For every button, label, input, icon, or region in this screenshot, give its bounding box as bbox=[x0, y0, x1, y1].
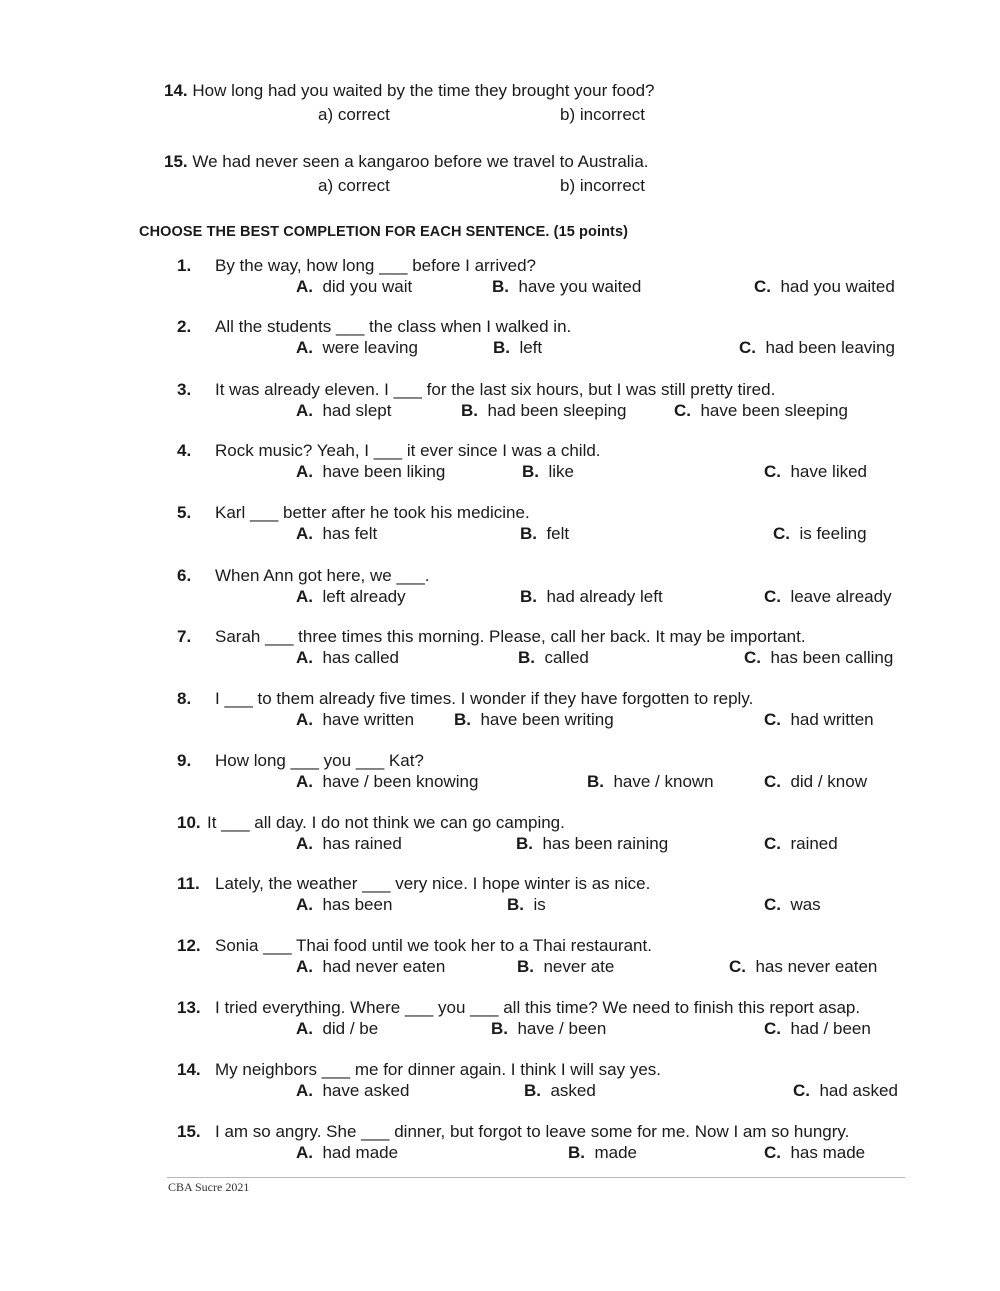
option-label: has made bbox=[790, 1143, 866, 1162]
option-label: have been sleeping bbox=[700, 401, 848, 420]
option-b[interactable] bbox=[493, 338, 542, 358]
option-c[interactable] bbox=[764, 772, 867, 792]
option-label: has rained bbox=[322, 834, 402, 853]
question-text: Karl ___ better after he took his medicine. bbox=[215, 503, 530, 522]
option-a[interactable] bbox=[296, 277, 412, 297]
option-label: had already left bbox=[546, 587, 663, 606]
option-c[interactable] bbox=[729, 957, 877, 977]
option-letter: B. bbox=[522, 462, 539, 481]
question-text: It was already eleven. I ___ for the last six hours, but I was still pretty tired. bbox=[215, 380, 776, 399]
option-b[interactable] bbox=[491, 1019, 606, 1039]
option-label: has never eaten bbox=[755, 957, 878, 976]
option-a[interactable] bbox=[296, 462, 445, 482]
option-c[interactable] bbox=[764, 587, 892, 607]
question-number: 9. bbox=[177, 751, 192, 770]
tf-text: How long had you waited by the time they brought your food? bbox=[192, 81, 655, 100]
option-label: had been sleeping bbox=[487, 401, 627, 420]
question-text: Rock music? Yeah, I ___ it ever since I was a child. bbox=[215, 441, 601, 460]
question-number: 11. bbox=[177, 874, 200, 893]
option-a[interactable] bbox=[296, 710, 414, 730]
option-label: had written bbox=[790, 710, 874, 729]
option-label: have you waited bbox=[518, 277, 642, 296]
option-label: has called bbox=[322, 648, 400, 667]
option-letter: A. bbox=[296, 338, 313, 357]
option-label: have / been bbox=[517, 1019, 607, 1038]
option-b[interactable] bbox=[520, 524, 569, 544]
option-letter: C. bbox=[744, 648, 761, 667]
question-number: 3. bbox=[177, 380, 192, 399]
footer-divider bbox=[167, 1177, 905, 1178]
option-label: made bbox=[594, 1143, 637, 1162]
option-label: has felt bbox=[322, 524, 378, 543]
option-label: left already bbox=[322, 587, 406, 606]
option-label: have / known bbox=[613, 772, 714, 791]
option-a[interactable] bbox=[296, 1081, 409, 1101]
tf-option-b[interactable]: b) incorrect bbox=[560, 105, 646, 124]
question-text: All the students ___ the class when I walked in. bbox=[215, 317, 572, 336]
option-letter: B. bbox=[491, 1019, 508, 1038]
option-letter: B. bbox=[517, 957, 534, 976]
question-number: 15. bbox=[177, 1122, 201, 1141]
option-c[interactable] bbox=[764, 710, 874, 730]
option-letter: C. bbox=[764, 587, 781, 606]
option-label: called bbox=[544, 648, 589, 667]
option-letter: B. bbox=[492, 277, 509, 296]
option-letter: C. bbox=[764, 1019, 781, 1038]
option-a[interactable] bbox=[296, 772, 478, 792]
tf-text: We had never seen a kangaroo before we travel to Australia. bbox=[192, 152, 649, 171]
option-a[interactable] bbox=[296, 401, 391, 421]
option-label: was bbox=[790, 895, 821, 914]
tf-option-b[interactable]: b) incorrect bbox=[560, 176, 646, 195]
option-letter: C. bbox=[739, 338, 756, 357]
option-label: have liked bbox=[790, 462, 868, 481]
option-letter: A. bbox=[296, 462, 313, 481]
option-label: have / been knowing bbox=[322, 772, 479, 791]
option-c[interactable] bbox=[773, 524, 867, 544]
option-c[interactable] bbox=[793, 1081, 898, 1101]
section-heading: CHOOSE THE BEST COMPLETION FOR EACH SENTENCE. (15 points) bbox=[139, 224, 629, 240]
question-number: 14. bbox=[177, 1060, 201, 1079]
question-number: 2. bbox=[177, 317, 192, 336]
option-label: had / been bbox=[790, 1019, 871, 1038]
question-number: 4. bbox=[177, 441, 192, 460]
question-text: Sonia ___ Thai food until we took her to a Thai restaurant. bbox=[215, 936, 652, 955]
option-label: had you waited bbox=[780, 277, 895, 296]
tf-option-a[interactable]: a) correct bbox=[318, 176, 390, 195]
option-b[interactable] bbox=[507, 895, 546, 915]
option-a[interactable] bbox=[296, 338, 418, 358]
tf-question-15 bbox=[164, 152, 649, 172]
option-label: have written bbox=[322, 710, 415, 729]
option-letter: B. bbox=[493, 338, 510, 357]
option-letter: A. bbox=[296, 648, 313, 667]
option-b[interactable] bbox=[524, 1081, 596, 1101]
question-number: 10. bbox=[177, 813, 201, 832]
question-text: I tried everything. Where ___ you ___ all this time? We need to finish this report asap. bbox=[215, 998, 861, 1017]
option-letter: B. bbox=[518, 648, 535, 667]
tf-option-a[interactable]: a) correct bbox=[318, 105, 390, 124]
option-letter: C. bbox=[773, 524, 790, 543]
option-letter: A. bbox=[296, 277, 313, 296]
option-label: have asked bbox=[322, 1081, 410, 1100]
question-text: How long ___ you ___ Kat? bbox=[215, 751, 424, 770]
option-letter: B. bbox=[568, 1143, 585, 1162]
option-letter: C. bbox=[764, 895, 781, 914]
option-label: were leaving bbox=[322, 338, 418, 357]
option-letter: C. bbox=[793, 1081, 810, 1100]
option-letter: B. bbox=[454, 710, 471, 729]
option-label: has been calling bbox=[770, 648, 894, 667]
question-number: 13. bbox=[177, 998, 201, 1017]
option-c[interactable] bbox=[764, 834, 838, 854]
option-letter: A. bbox=[296, 710, 313, 729]
question-text: Lately, the weather ___ very nice. I hope winter is as nice. bbox=[215, 874, 651, 893]
option-a[interactable] bbox=[296, 648, 399, 668]
option-letter: A. bbox=[296, 834, 313, 853]
question-text: I ___ to them already five times. I wonder if they have forgotten to reply. bbox=[215, 689, 754, 708]
question-number: 8. bbox=[177, 689, 192, 708]
question-number: 6. bbox=[177, 566, 192, 585]
tf-number: 15. bbox=[164, 152, 188, 171]
option-c[interactable] bbox=[739, 338, 895, 358]
option-label: had made bbox=[322, 1143, 399, 1162]
option-letter: C. bbox=[764, 772, 781, 791]
option-b[interactable] bbox=[517, 957, 614, 977]
option-label: has been raining bbox=[542, 834, 669, 853]
option-letter: A. bbox=[296, 1019, 313, 1038]
option-b[interactable] bbox=[522, 462, 574, 482]
option-letter: A. bbox=[296, 587, 313, 606]
option-c[interactable] bbox=[744, 648, 893, 668]
option-b[interactable] bbox=[587, 772, 714, 792]
option-a[interactable] bbox=[296, 957, 445, 977]
question-text: By the way, how long ___ before I arrived? bbox=[215, 256, 536, 275]
option-letter: B. bbox=[520, 587, 537, 606]
option-c[interactable] bbox=[764, 1019, 871, 1039]
option-label: never ate bbox=[543, 957, 615, 976]
option-label: have been liking bbox=[322, 462, 446, 481]
option-letter: C. bbox=[764, 710, 781, 729]
question-number: 7. bbox=[177, 627, 192, 646]
option-a[interactable] bbox=[296, 1143, 398, 1163]
option-label: has been bbox=[322, 895, 393, 914]
option-label: did you wait bbox=[322, 277, 413, 296]
footer-text: CBA Sucre 2021 bbox=[168, 1180, 250, 1194]
tf-number: 14. bbox=[164, 81, 188, 100]
question-text: When Ann got here, we ___. bbox=[215, 566, 430, 585]
option-c[interactable] bbox=[754, 277, 895, 297]
option-b[interactable] bbox=[518, 648, 589, 668]
option-letter: A. bbox=[296, 1143, 313, 1162]
option-b[interactable] bbox=[454, 710, 614, 730]
option-letter: A. bbox=[296, 1081, 313, 1100]
option-letter: A. bbox=[296, 957, 313, 976]
question-text: It ___ all day. I do not think we can go camping. bbox=[207, 813, 565, 832]
option-b[interactable] bbox=[516, 834, 668, 854]
question-text: I am so angry. She ___ dinner, but forgot to leave some for me. Now I am so hungry. bbox=[215, 1122, 850, 1141]
question-number: 1. bbox=[177, 256, 192, 275]
option-a[interactable] bbox=[296, 895, 392, 915]
option-letter: C. bbox=[764, 462, 781, 481]
tf-question-14 bbox=[164, 81, 655, 101]
option-c[interactable] bbox=[674, 401, 848, 421]
question-number: 5. bbox=[177, 503, 192, 522]
option-letter: B. bbox=[461, 401, 478, 420]
option-b[interactable] bbox=[492, 277, 641, 297]
option-a[interactable] bbox=[296, 587, 406, 607]
option-letter: C. bbox=[764, 834, 781, 853]
option-label: rained bbox=[790, 834, 838, 853]
option-a[interactable] bbox=[296, 834, 402, 854]
question-text: My neighbors ___ me for dinner again. I think I will say yes. bbox=[215, 1060, 661, 1079]
option-c[interactable] bbox=[764, 1143, 865, 1163]
option-letter: B. bbox=[520, 524, 537, 543]
option-letter: B. bbox=[524, 1081, 541, 1100]
option-letter: A. bbox=[296, 895, 313, 914]
option-label: asked bbox=[550, 1081, 596, 1100]
option-label: like bbox=[548, 462, 574, 481]
option-b[interactable] bbox=[520, 587, 663, 607]
option-letter: C. bbox=[729, 957, 746, 976]
option-letter: C. bbox=[764, 1143, 781, 1162]
option-letter: A. bbox=[296, 401, 313, 420]
option-b[interactable] bbox=[568, 1143, 637, 1163]
option-letter: C. bbox=[674, 401, 691, 420]
option-label: did / be bbox=[322, 1019, 379, 1038]
option-label: have been writing bbox=[480, 710, 614, 729]
option-label: is feeling bbox=[799, 524, 867, 543]
option-letter: A. bbox=[296, 772, 313, 791]
option-b[interactable] bbox=[461, 401, 626, 421]
option-letter: B. bbox=[507, 895, 524, 914]
option-letter: C. bbox=[754, 277, 771, 296]
question-number: 12. bbox=[177, 936, 201, 955]
option-letter: B. bbox=[516, 834, 533, 853]
option-label: felt bbox=[546, 524, 570, 543]
option-label: had asked bbox=[819, 1081, 898, 1100]
option-letter: B. bbox=[587, 772, 604, 791]
option-label: had slept bbox=[322, 401, 392, 420]
option-c[interactable] bbox=[764, 462, 867, 482]
option-label: had been leaving bbox=[765, 338, 895, 357]
option-label: is bbox=[533, 895, 546, 914]
option-label: left bbox=[519, 338, 543, 357]
option-c[interactable] bbox=[764, 895, 821, 915]
option-label: did / know bbox=[790, 772, 867, 791]
option-label: had never eaten bbox=[322, 957, 446, 976]
option-a[interactable] bbox=[296, 524, 377, 544]
option-a[interactable] bbox=[296, 1019, 378, 1039]
option-letter: A. bbox=[296, 524, 313, 543]
option-label: leave already bbox=[790, 587, 892, 606]
question-text: Sarah ___ three times this morning. Please, call her back. It may be important. bbox=[215, 627, 806, 646]
